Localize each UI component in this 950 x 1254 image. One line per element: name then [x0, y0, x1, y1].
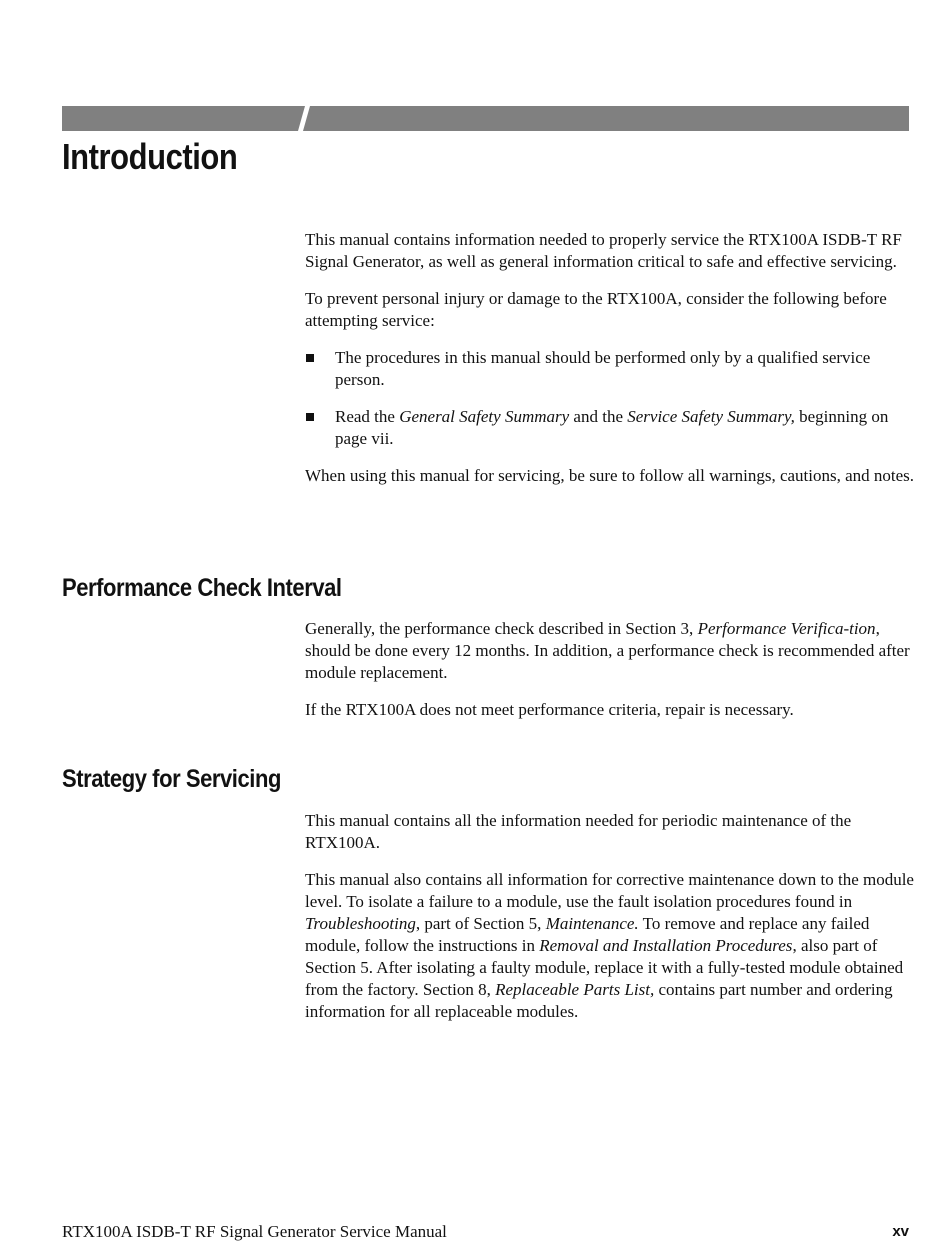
maintenance-ref: Maintenance. [545, 914, 639, 933]
chapter-title: Introduction [62, 136, 238, 177]
intro-paragraph-3: When using this manual for servicing, be sure to follow all warnings, cautions, and notes. [305, 466, 915, 485]
troubleshooting-ref: Troubleshooting [305, 914, 416, 933]
intro-section [305, 229, 917, 502]
performance-section [305, 618, 917, 736]
page-number: xv [892, 1223, 909, 1240]
square-bullet-icon [306, 413, 314, 421]
intro-paragraph-1: This manual contains information needed to properly service the RTX100A ISDB-T RF Signal Generator, as well as general information critical to safe and effective servicing. [305, 230, 902, 271]
performance-paragraph-1: Generally, the performance check described in Section 3, Performance Verifica-tion, should be done every 12 months. In addition, a performance check is recommended after module replacement. [305, 619, 910, 682]
list-item: Read the General Safety Summary and the Service Safety Summary, beginning on page vii. [305, 406, 917, 450]
performance-verification-ref: Performance Verifica-tion [697, 619, 876, 638]
removal-installation-ref: Removal and Installation Procedures [539, 936, 793, 955]
square-bullet-icon [306, 354, 314, 362]
section-heading-performance: Performance Check Interval [62, 574, 342, 602]
footer-manual-title: RTX100A ISDB-T RF Signal Generator Service Manual [62, 1222, 447, 1241]
chapter-banner [62, 106, 909, 131]
replaceable-parts-ref: Replaceable Parts List, [495, 980, 655, 999]
section-heading-strategy: Strategy for Servicing [62, 765, 281, 793]
bullet-text: The procedures in this manual should be performed only by a qualified service person. [335, 348, 871, 389]
list-item [305, 347, 917, 391]
strategy-paragraph-2: This manual also contains all information for corrective maintenance down to the module level. To isolate a failure to a module, use the fault isolation procedures found in Troubleshooting, part of Section 5, Maintenance. To remove and replace any failed module, follow the instructions in Removal and Installation Procedures, also part of Section 5. After isolating a faulty module, replace it with a fully-tested module obtained from the factory. Section 8, Replaceable Parts List, contains part number and ordering information for all replaceable modules. [305, 870, 914, 1021]
intro-paragraph-2: To prevent personal injury or damage to the RTX100A, consider the following before attempting service: [305, 289, 887, 330]
performance-paragraph-2: If the RTX100A does not meet performance criteria, repair is necessary. [305, 700, 794, 719]
safety-list [305, 347, 917, 450]
strategy-section [305, 810, 917, 1038]
strategy-paragraph-1: This manual contains all the information needed for periodic maintenance of the RTX100A. [305, 811, 852, 852]
general-safety-summary-ref: General Safety Summary [399, 407, 570, 426]
service-safety-summary-ref: Service Safety Summary, [627, 407, 795, 426]
